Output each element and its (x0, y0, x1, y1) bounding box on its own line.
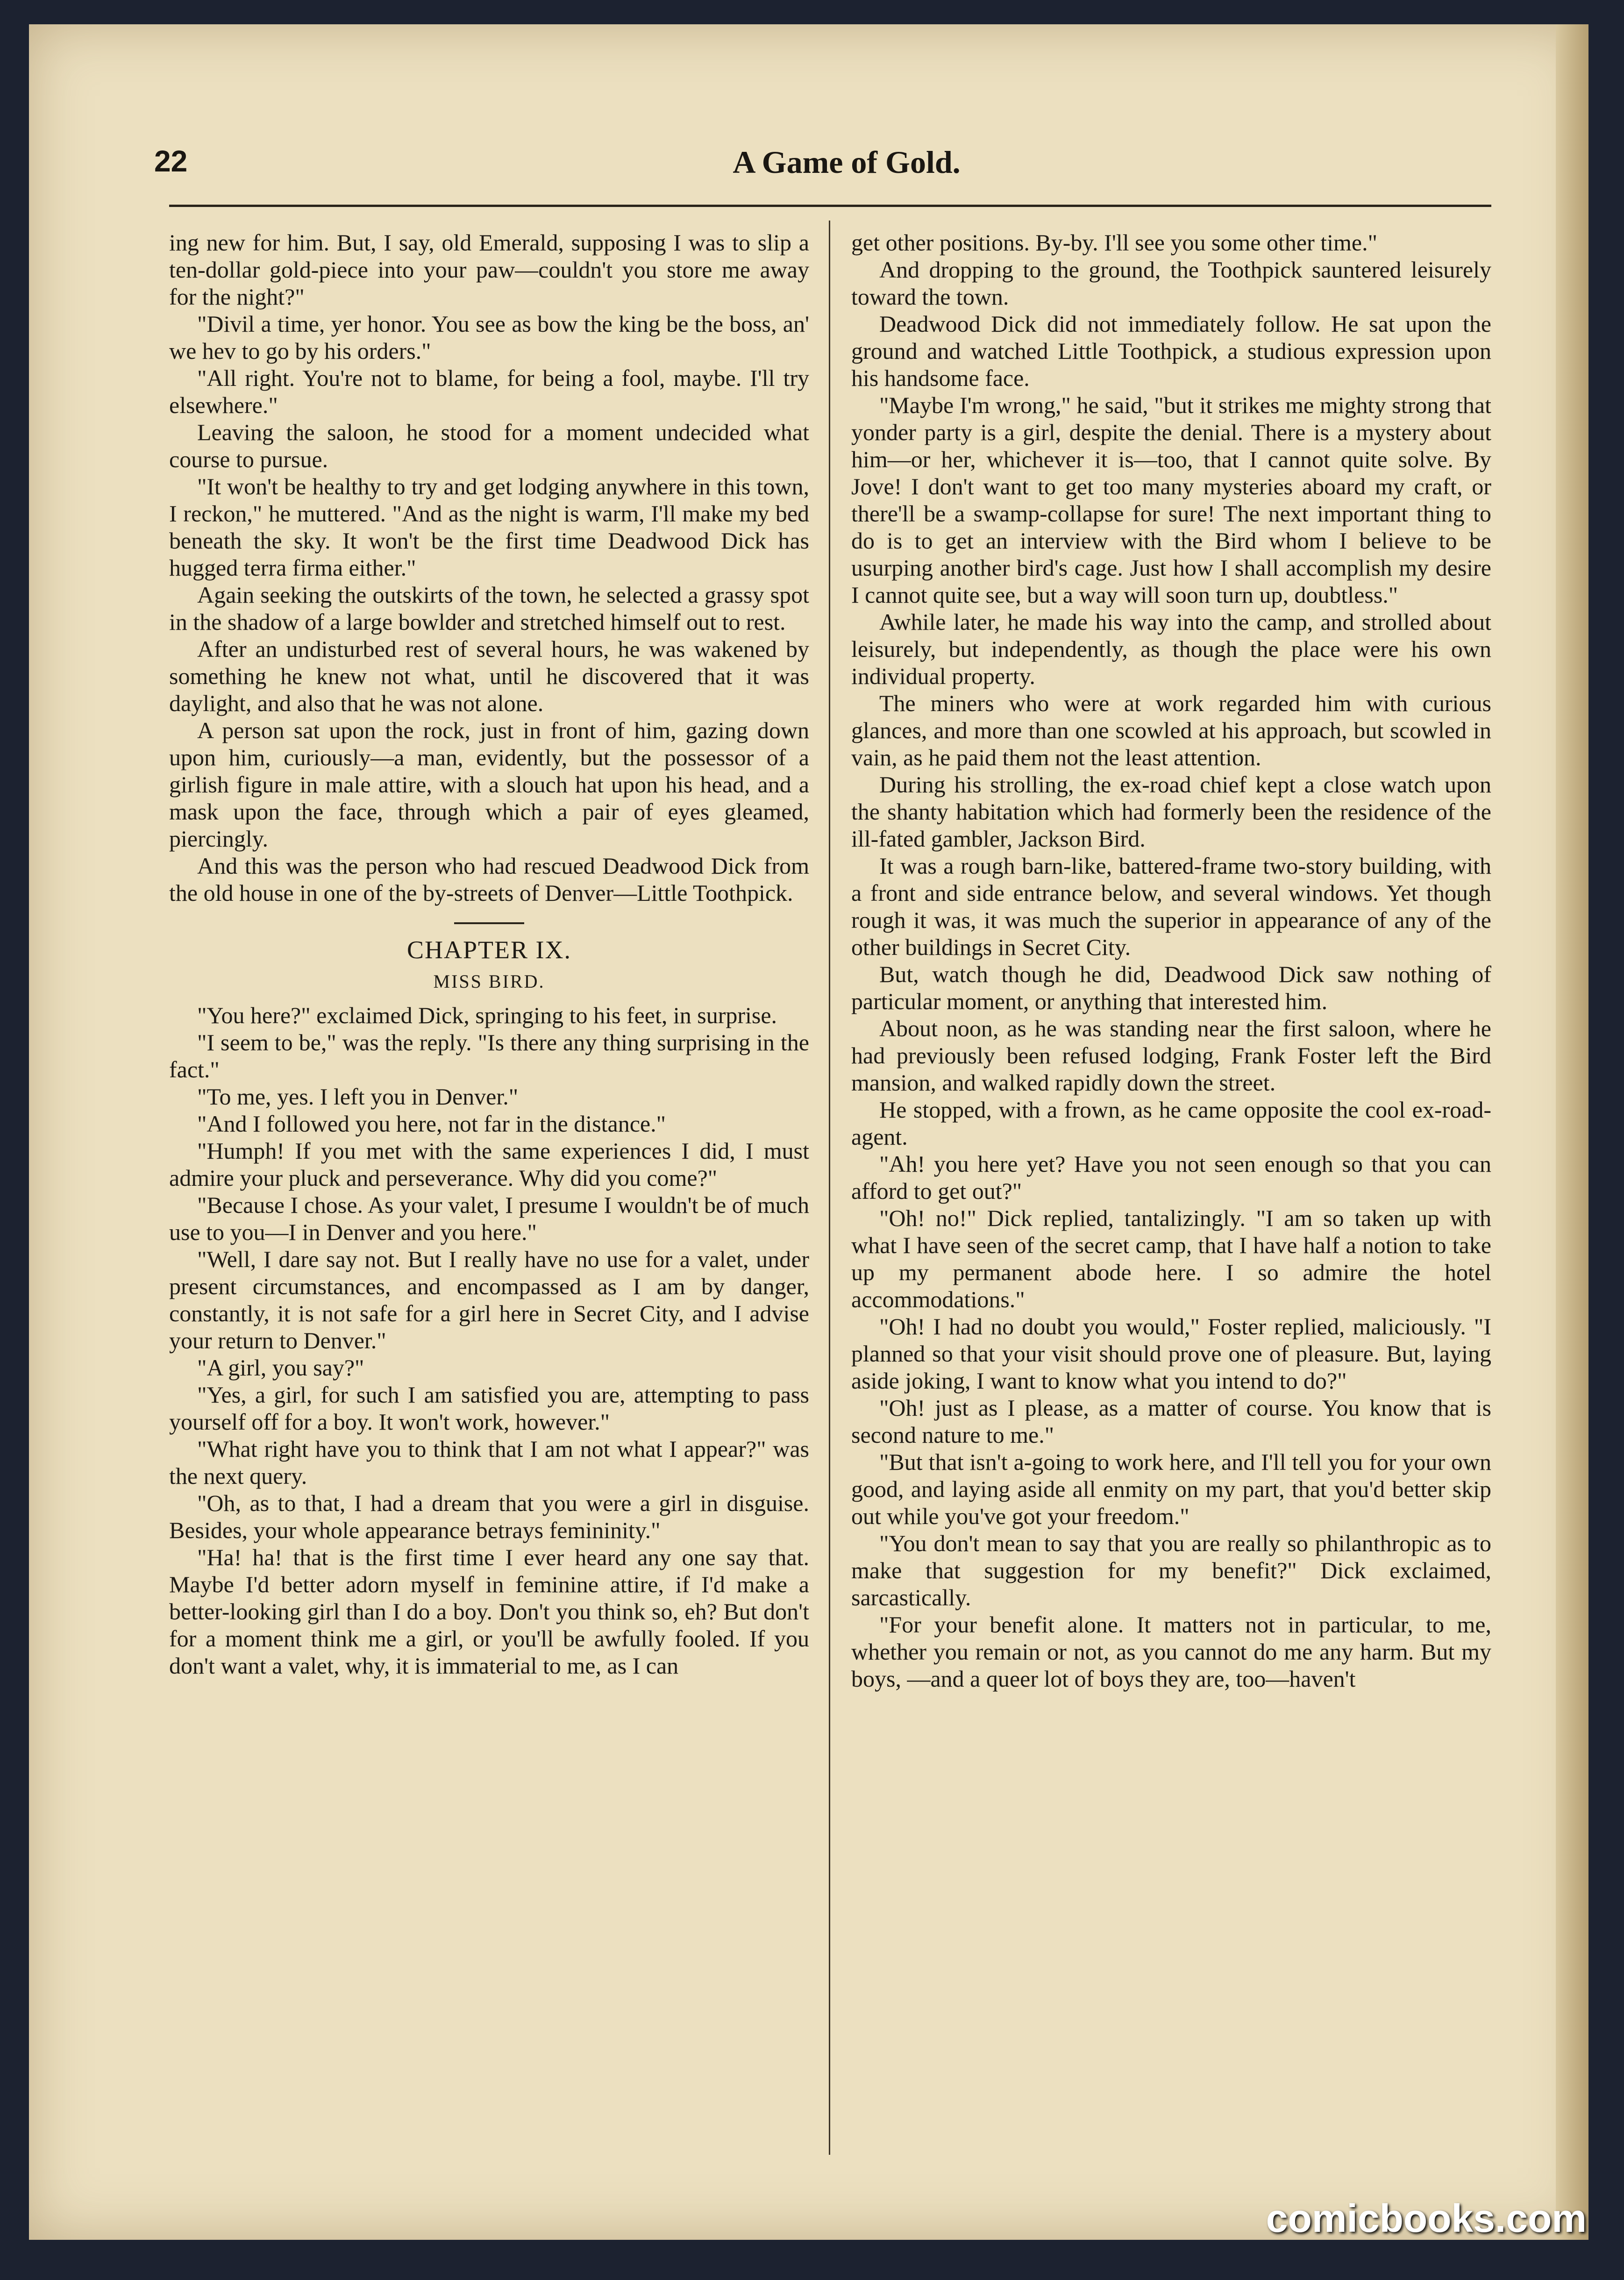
paragraph: "But that isn't a-going to work here, and I'll tell you for your own good, and laying aside all enmity on my part, that you'd better skip out while you've got your freedom." (851, 1449, 1491, 1529)
site-watermark: comicbooks.com (1266, 2196, 1587, 2240)
paragraph: The miners who were at work regarded him with curious glances, and more than one scowled at his approach, but scowled in vain, as he paid them not the least attention. (851, 690, 1491, 770)
paragraph: "To me, yes. I left you in Denver." (197, 1083, 519, 1110)
chapter-subtitle: MISS BIRD. (433, 971, 545, 992)
paragraph: "Because I chose. As your valet, I presume I wouldn't be of much use to you—I in Denver and you here." (169, 1192, 809, 1245)
paragraph: After an undisturbed rest of several hours, he was wakened by something he knew not what, until he discovered that it was daylight, and also that he was not alone. (169, 636, 809, 716)
paragraph: "Divil a time, yer honor. You see as bow the king be the boss, an' we hev to go by his orders." (169, 311, 809, 364)
paragraph: "Maybe I'm wrong," he said, "but it strikes me mighty strong that yonder party is a girl, despite the denial. There is a mystery about him—or her, whichever it is—too, that I cannot quite solve. By Jove! I don't want to get too many mysteries aboard my craft, or there'll be a swamp-collapse for sure! The next important thing to do is to get an interview with the Bird whom I believe to be usurping another bird's cage. Just how I shall accomplish my desire I cannot quite see, but a way will soon turn up, doubtless." (851, 392, 1491, 608)
paragraph: "Oh! I had no doubt you would," Foster replied, maliciously. "I planned so that your visit should prove one of pleasure. But, laying aside joking, I want to know what you intend to do?" (851, 1313, 1491, 1394)
left-column (169, 229, 809, 2152)
book-page (29, 24, 1588, 2240)
paragraph: "You don't mean to say that you are really so philanthropic as to make that suggestion for my benefit?" Dick exclaimed, sarcastically. (851, 1530, 1491, 1610)
paragraph: "What right have you to think that I am not what I appear?" was the next query. (169, 1436, 809, 1489)
paragraph: "Oh! just as I please, as a matter of course. You know that is second nature to me." (851, 1395, 1491, 1448)
paragraph: "A girl, you say?" (197, 1354, 364, 1381)
paragraph: About noon, as he was standing near the first saloon, where he had previously been refused lodging, Frank Foster left the Bird mansion, and walked rapidly down the street. (851, 1015, 1491, 1096)
paragraph: ing new for him. But, I say, old Emerald, supposing I was to slip a ten-dollar gold-piece into your paw—couldn't you store me away for the night?" (169, 229, 809, 310)
paragraph: But, watch though he did, Deadwood Dick saw nothing of particular moment, or anything that interested him. (851, 961, 1491, 1014)
paragraph: "Ha! ha! that is the first time I ever heard any one say that. Maybe I'd better adorn myself in feminine attire, if I'd make a better-looking girl than I do a boy. Don't you think so, eh? But don't for a moment think me a girl, or you'll be awfully fooled. If you don't want a valet, why, it is immaterial to me, as I can (169, 1544, 809, 1679)
paragraph: "You here?" exclaimed Dick, springing to his feet, in surprise. (197, 1002, 777, 1028)
column-divider (829, 221, 830, 2155)
paragraph: "Oh! no!" Dick replied, tantalizingly. "I am so taken up with what I have seen of the secret camp, that I have half a notion to take up my permanent abode here. I so admire the hotel accommodations." (851, 1205, 1491, 1312)
paragraph: A person sat upon the rock, just in front of him, gazing down upon him, curiously—a man, evidently, but the possessor of a girlish figure in male attire, with a slouch hat upon his head, and a mask upon the face, through which a pair of eyes gleamed, piercingly. (169, 717, 809, 852)
paragraph: get other positions. By-by. I'll see you some other time." (851, 229, 1378, 256)
paragraph: "Yes, a girl, for such I am satisfied you are, attempting to pass yourself off for a boy. It won't work, however." (169, 1382, 809, 1435)
paragraph: It was a rough barn-like, battered-frame two-story building, with a front and side entrance below, and several windows. Yet though rough it was, it was much the superior in appearance of any of the other buildings in Secret City. (851, 853, 1491, 960)
paragraph: "And I followed you here, not far in the distance." (197, 1111, 666, 1137)
paragraph: "Well, I dare say not. But I really have no use for a valet, under present circumstances, and encompassed as I am by danger, constantly, it is not safe for a girl here in Secret City, and I advise your return to Denver." (169, 1246, 809, 1354)
right-column (851, 229, 1491, 2152)
paragraph: "All right. You're not to blame, for being a fool, maybe. I'll try elsewhere." (169, 365, 809, 418)
paragraph: Deadwood Dick did not immediately follow. He sat upon the ground and watched Little Toothpick, a studious expression upon his handsome face. (851, 311, 1491, 391)
paragraph: "For your benefit alone. It matters not in particular, to me, whether you remain or not, as you cannot do me any harm. But my boys, —and a queer lot of boys they are, too—haven't (851, 1611, 1491, 1692)
paragraph: "It won't be healthy to try and get lodging anywhere in this town, I reckon," he muttered. "And as the night is warm, I'll make my bed beneath the sky. It won't be the first time Deadwood Dick has hugged terra firma either." (169, 473, 809, 581)
running-title: A Game of Gold. (733, 144, 961, 180)
chapter-rule (454, 922, 524, 924)
paragraph: "Oh, as to that, I had a dream that you were a girl in disguise. Besides, your whole appearance betrays femininity." (169, 1490, 809, 1543)
paragraph: "I seem to be," was the reply. "Is there any thing surprising in the fact." (169, 1029, 809, 1083)
paragraph: Awhile later, he made his way into the camp, and strolled about leisurely, but independently, as though the place were his own individual property. (851, 609, 1491, 689)
paragraph: During his strolling, the ex-road chief kept a close watch upon the shanty habitation which had formerly been the residence of the ill-fated gambler, Jackson Bird. (851, 771, 1491, 852)
page-number: 22 (154, 144, 188, 178)
paragraph: "Ah! you here yet? Have you not seen enough so that you can afford to get out?" (851, 1151, 1491, 1204)
page-gutter (1556, 24, 1588, 2240)
paragraph: Again seeking the outskirts of the town, he selected a grassy spot in the shadow of a large bowlder and stretched himself out to rest. (169, 582, 809, 635)
paragraph: He stopped, with a frown, as he came opposite the cool ex-road-agent. (851, 1097, 1491, 1150)
paragraph: "Humph! If you met with the same experiences I did, I must admire your pluck and perseverance. Why did you come?" (169, 1138, 809, 1191)
header-rule (169, 205, 1491, 207)
paragraph: And dropping to the ground, the Toothpick sauntered leisurely toward the town. (851, 256, 1491, 310)
paragraph: And this was the person who had rescued Deadwood Dick from the old house in one of the by-streets of Denver—Little Toothpick. (169, 853, 809, 906)
chapter-title: CHAPTER IX. (406, 936, 571, 964)
paragraph: Leaving the saloon, he stood for a moment undecided what course to pursue. (169, 419, 809, 472)
